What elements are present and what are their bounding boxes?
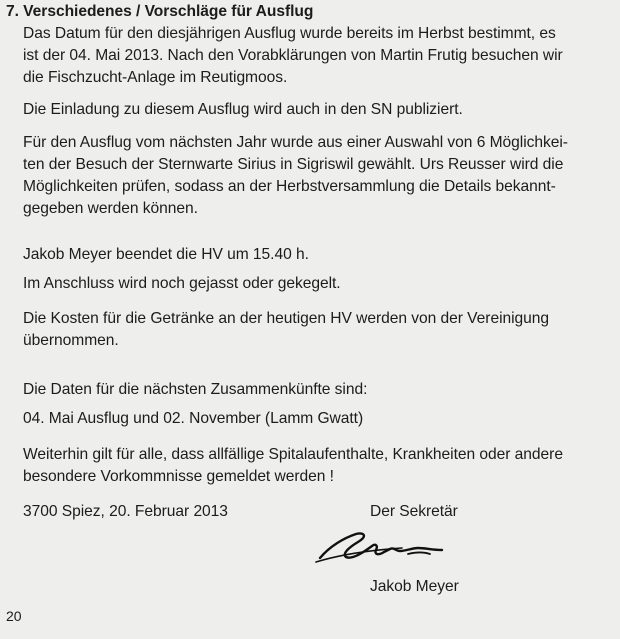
handwritten-signature — [312, 524, 462, 574]
section-heading: 7. Verschiedenes / Vorschläge für Ausflug — [6, 3, 314, 20]
paragraph-line: übernommen. — [23, 332, 119, 349]
paragraph-line: Die Einladung zu diesem Ausflug wird auch in den SN publiziert. — [23, 101, 463, 118]
paragraph-line: Das Datum für den diesjährigen Ausflug wurde bereits im Herbst bestimmt, es — [23, 25, 556, 42]
paragraph-line: Die Kosten für die Getränke an der heutigen HV werden von der Vereinigung — [23, 310, 550, 327]
paragraph-line: ten der Besuch der Sternwarte Sirius in Sigriswil gewählt. Urs Reusser wird die — [23, 156, 564, 173]
place-date: 3700 Spiez, 20. Februar 2013 — [23, 503, 228, 520]
paragraph-line: Im Anschluss wird noch gejasst oder gekegelt. — [23, 275, 341, 292]
paragraph-line: Jakob Meyer beendet die HV um 15.40 h. — [23, 246, 309, 263]
paragraph-line: gegeben werden können. — [23, 200, 198, 217]
signer-name: Jakob Meyer — [370, 578, 459, 595]
paragraph-line: die Fischzucht-Anlage im Reutigmoos. — [23, 69, 288, 86]
paragraph-line: 04. Mai Ausflug und 02. November (Lamm Gwatt) — [23, 410, 364, 427]
signer-role: Der Sekretär — [370, 503, 458, 520]
paragraph-line: besondere Vorkommnisse gemeldet werden ! — [23, 468, 334, 485]
paragraph-line: Die Daten für die nächsten Zusammenkünfte sind: — [23, 381, 368, 398]
paragraph-line: Weiterhin gilt für alle, dass allfällige Spitalaufenthalte, Krankheiten oder andere — [23, 446, 563, 463]
paragraph-line: ist der 04. Mai 2013. Nach den Vorabklärungen von Martin Frutig besuchen wir — [23, 47, 563, 64]
page-number: 20 — [6, 608, 22, 624]
paragraph-line: Möglichkeiten prüfen, sodass an der Herbstversammlung die Details bekannt- — [23, 178, 556, 195]
paragraph-line: Für den Ausflug vom nächsten Jahr wurde aus einer Auswahl von 6 Möglichkei- — [23, 134, 568, 151]
